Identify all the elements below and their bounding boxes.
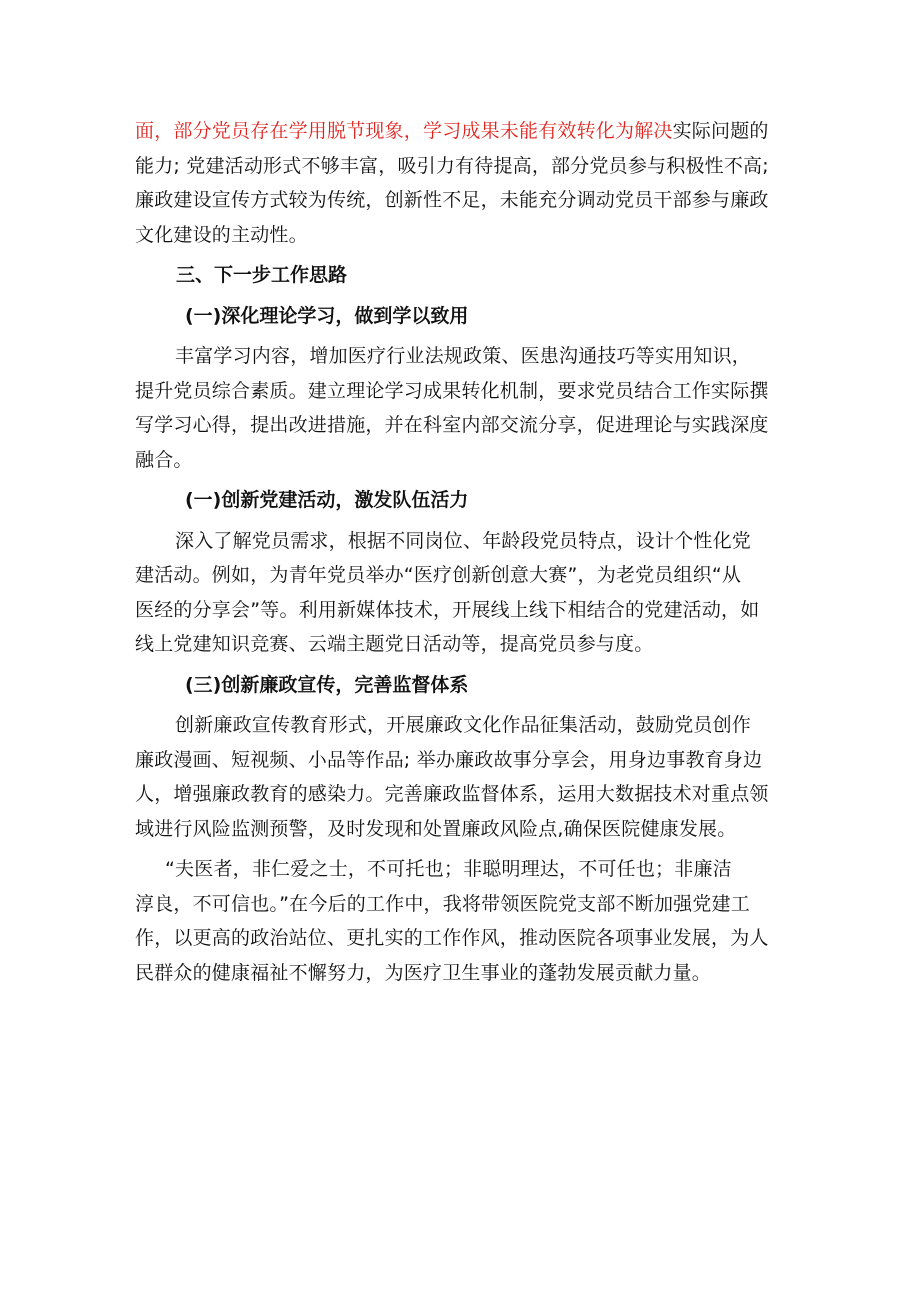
intro-line-3: 廉政建设宣传方式较为传统，创新性不足，未能充分调动党员干部参与廉政 <box>135 189 769 211</box>
item-2-line: 线上党建知识竞赛、云端主题党日活动等，提高党员参与度。 <box>135 633 654 655</box>
item-1-paragraph <box>135 339 795 477</box>
closing-line: 民群众的健康福祉不懈努力，为医疗卫生事业的蓬勃发展贡献力量。 <box>135 961 712 984</box>
item-2-line: 深入了解党员需求，根据不同岗位、年龄段党员特点，设计个性化党 <box>175 529 752 552</box>
item-2-heading: (一)创新党建活动，激发队伍活力 <box>185 489 469 511</box>
item-1-line: 写学习心得，提出改进措施，并在科室内部交流分享，促进理论与实践深度 <box>135 414 769 436</box>
item-1-heading: (一)深化理论学习，做到学以致用 <box>185 304 469 327</box>
item-3-line: 廉政漫画、短视频、小品等作品; 举办廉政故事分享会，用身边事教育身边 <box>135 748 763 771</box>
closing-line: 作，以更高的政治站位、更扎实的工作作风，推动医院各项事业发展，为人 <box>135 927 769 949</box>
intro-paragraph <box>135 114 795 252</box>
item-1-line: 融合。 <box>135 448 193 471</box>
item-3-line: 人，增强廉政教育的感染力。完善廉政监督体系，运用大数据技术对重点领 <box>135 783 769 805</box>
item-3-line: 域进行风险监测预警，及时发现和处置廉政风险点,确保医院健康发展。 <box>135 817 737 840</box>
closing-line: 淳良，不可信也。”在今后的工作中，我将带领医院党支部不断加强党建工 <box>135 892 750 915</box>
section-3-title: 三、下一步工作思路 <box>176 264 348 286</box>
intro-line-2: 能力; 党建活动形式不够丰富，吸引力有待提高，部分党员参与积极性不高; <box>135 154 769 177</box>
item-2-line: 医经的分享会”等。利用新媒体技术，开展线上线下相结合的党建活动，如 <box>135 598 760 621</box>
item-2-line: 建活动。例如，为青年党员举办“医疗创新创意大赛”，为老党员组织“从 <box>135 564 742 586</box>
item-1-line: 提升党员综合素质。建立理论学习成果转化机制，要求党员结合工作实际撰 <box>135 379 769 402</box>
item-2-paragraph <box>135 524 795 662</box>
intro-highlight-text: 面，部分党员存在学用脱节现象，学习成果未能有效转化为解决 <box>135 120 673 142</box>
item-3-line: 创新廉政宣传教育形式，开展廉政文化作品征集活动，鼓励党员创作 <box>175 714 752 736</box>
item-3-heading: (三)创新廉政宣传，完善监督体系 <box>185 673 469 696</box>
item-1-line: 丰富学习内容，增加医疗行业法规政策、医患沟通技巧等实用知识， <box>175 345 752 367</box>
intro-line-4: 文化建设的主动性。 <box>135 223 308 246</box>
intro-line-1 <box>135 114 795 149</box>
document-page <box>135 114 795 996</box>
intro-line-1-tail: 实际问题的 <box>672 120 769 142</box>
item-3-paragraph <box>135 708 795 846</box>
closing-paragraph <box>135 852 795 990</box>
closing-line: “夫医者，非仁爱之士，不可托也；非聪明理达，不可任也；非廉洁 <box>165 858 732 880</box>
